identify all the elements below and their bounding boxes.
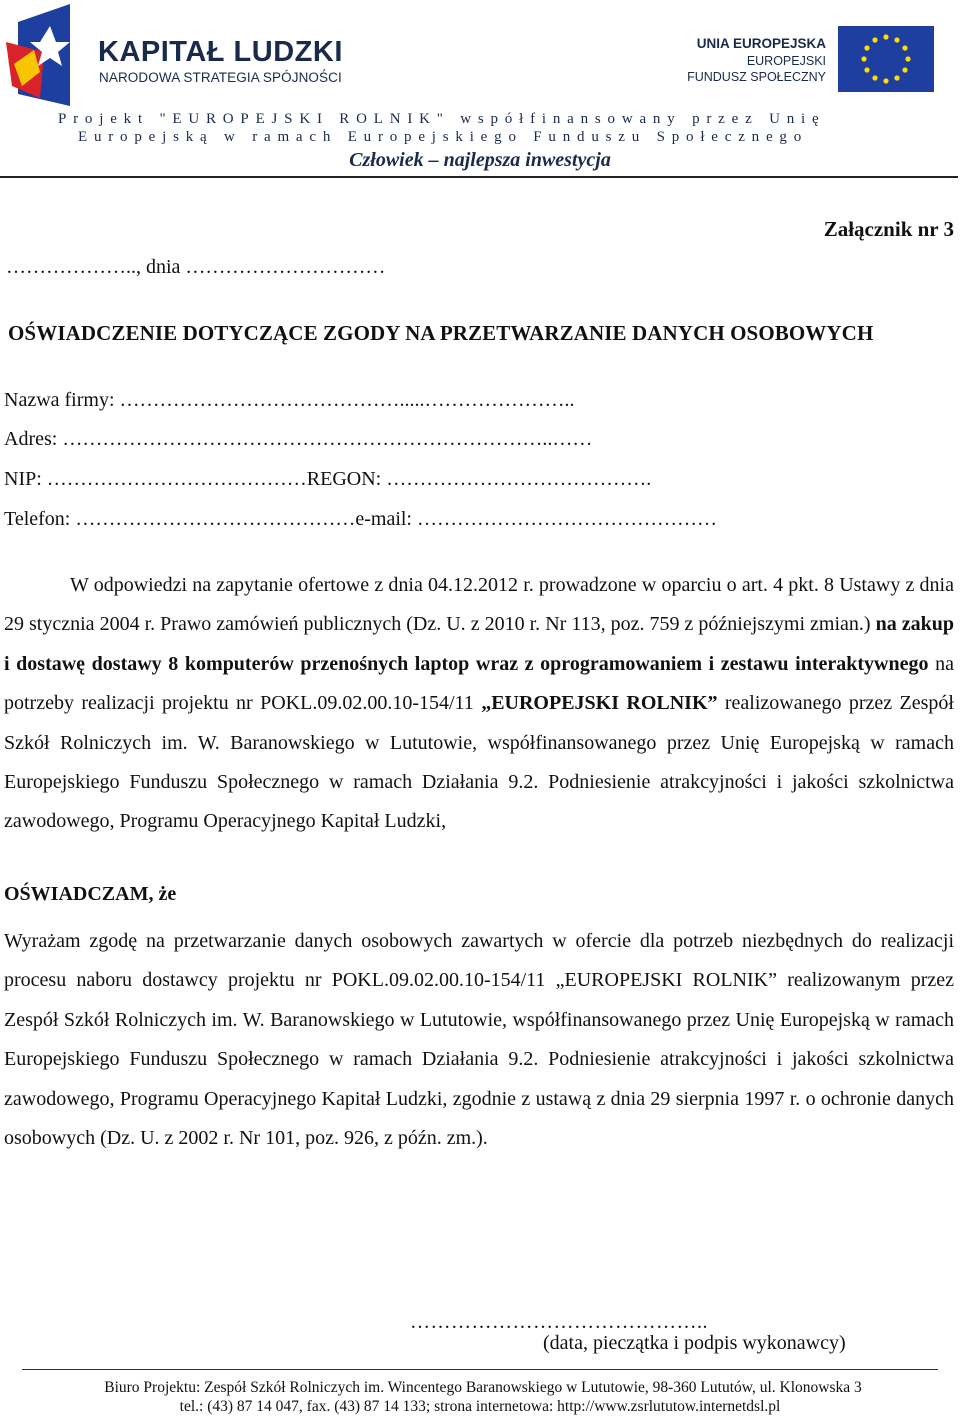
address-field: Adres: ………………………………………………………………..……: [4, 428, 593, 450]
paragraph-request-part2: na potrzeby realizacji projektu nr POKL.09.02.00.10-154/11: [4, 652, 954, 715]
ue-line-2: EUROPEJSKI: [746, 54, 826, 68]
eu-flag-icon: [838, 26, 934, 92]
paragraph-request-part3: realizowanego przez Zespół Szkół Rolniczych im. W. Baranowskiego w Lututowie, współfinansowanego przez Unię Europejską w ramach Europejskiego Funduszu Społecznego w ramach Działania 9.2. Podniesienie atrakcyjności i jakości szkolnictwa zawodowego, Programu Operacyjnego Kapitał Ludzki,: [4, 692, 954, 833]
footer-address: Biuro Projektu: Zespół Szkół Rolniczych im. Wincentego Baranowskiego w Lututowie, 98-360 Lututów, ul. Klonowska 3: [104, 1379, 862, 1396]
paragraph-request-project-name: „EUROPEJSKI ROLNIK”: [481, 692, 718, 715]
signature-label: (data, pieczątka i podpis wykonawcy): [543, 1332, 846, 1354]
header-divider: [0, 176, 958, 178]
project-line-2: Europejską w ramach Europejskiego Funduszu Społecznego: [78, 129, 809, 145]
footer-divider: [22, 1369, 938, 1370]
footer-contact: tel.: (43) 87 14 047, fax. (43) 87 14 133; strona internetowa: http://www.zsrlututow.internetdsl.pl: [179, 1398, 781, 1415]
kapital-ludzki-title: KAPITAŁ LUDZKI: [98, 36, 343, 68]
ue-line-3: FUNDUSZ SPOŁECZNY: [687, 70, 826, 84]
declaration-heading: OŚWIADCZAM, że: [4, 883, 177, 905]
project-line-1: Projekt "EUROPEJSKI ROLNIK" współfinansowany przez Unię: [58, 111, 826, 127]
paragraph-request-part1: W odpowiedzi na zapytanie ofertowe z dnia 04.12.2012 r. prowadzone w oparciu o art. 4 pkt. 8 Ustawy z dnia 29 stycznia 2004 r. Prawo zamówień publicznych (Dz. U. z 2010 r. Nr 113, poz. 759 z późniejszymi zmian.): [4, 574, 954, 636]
signature-line: ……………………………………..: [410, 1311, 708, 1333]
document-title: OŚWIADCZENIE DOTYCZĄCE ZGODY NA PRZETWARZANIE DANYCH OSOBOWYCH: [8, 321, 874, 345]
ue-line-1: UNIA EUROPEJSKA: [696, 36, 826, 51]
unia-europejska-logo: [672, 6, 956, 104]
paragraph-consent: Wyrażam zgodę na przetwarzanie danych osobowych zawartych w ofercie dla potrzeb niezbędnych do realizacji procesu naboru dostawcy projektu nr POKL.09.02.00.10-154/11 „EUROPEJSKI ROLNIK” realizowanym przez Zespół Szkół Rolniczych im. W. Baranowskiego w Lututowie, współfinansowanego przez Unię Europejską w ramach Europejskiego Funduszu Społecznego w ramach Działania 9.2. Podniesienie atrakcyjności i jakości szkolnictwa zawodowego, Programu Operacyjnego Kapitał Ludzki, zgodnie z ustawą z dnia 29 sierpnia 1997 r. o ochronie danych osobowych (Dz. U. z 2002 r. Nr 101, poz. 926, z późn. zm.).: [4, 930, 954, 1150]
paragraph-request: [4, 566, 954, 842]
paragraph-request-subject: na zakup i dostawę dostawy 8 komputerów przenośnych laptop wraz z oprogramowaniem i zestawu interaktywnego: [4, 613, 954, 675]
document-header: [0, 0, 960, 178]
kapital-ludzki-subtitle: NARODOWA STRATEGIA SPÓJNOŚCI: [99, 70, 342, 85]
kapital-ludzki-logo: [4, 2, 344, 110]
kapital-ludzki-flag-icon: [4, 2, 76, 110]
place-date-field: ……………….., dnia …………………………: [6, 256, 386, 278]
annex-number: Załącznik nr 3: [823, 217, 954, 241]
nip-regon-field: NIP: …………………………………REGON: ………………………………….: [4, 468, 652, 490]
motto: Człowiek – najlepsza inwestycja: [349, 149, 611, 171]
company-name-field: Nazwa firmy: …………………………………….....…………………..: [4, 389, 575, 411]
phone-email-field: Telefon: ……………………………………e-mail: ………………………………………: [4, 508, 717, 530]
